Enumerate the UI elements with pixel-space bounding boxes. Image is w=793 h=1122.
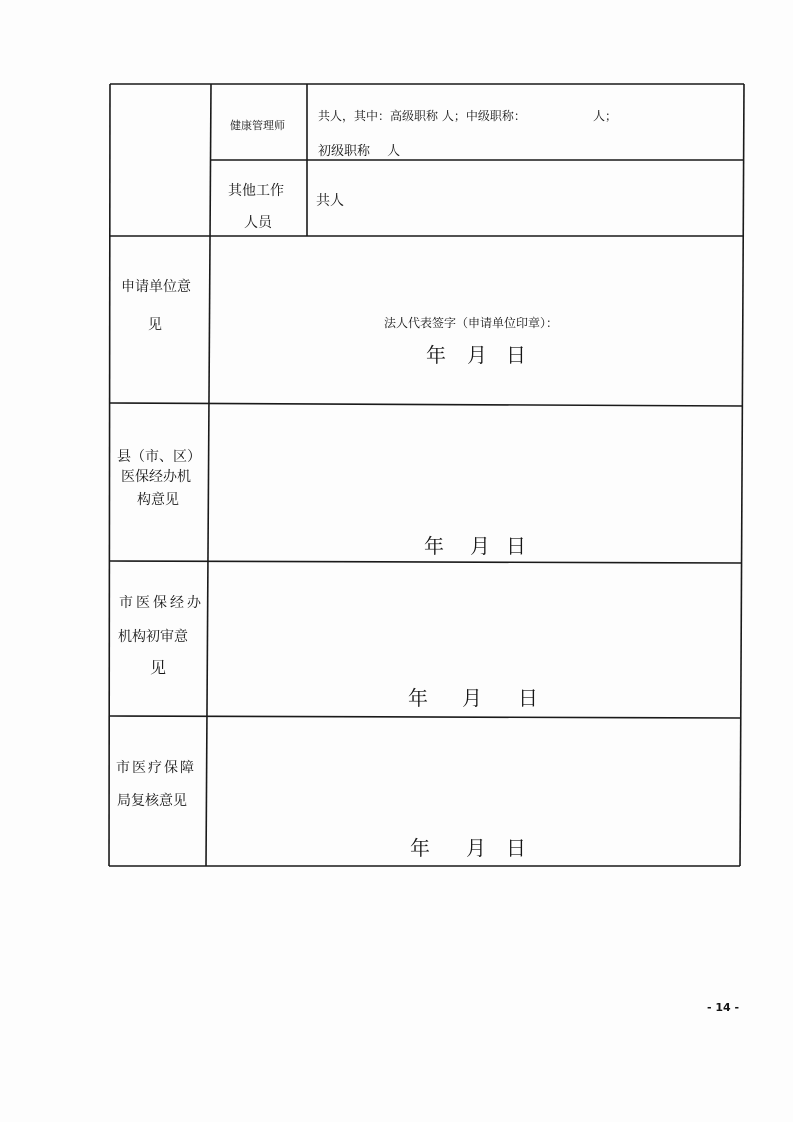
applicant-date-day: 日 bbox=[506, 343, 526, 367]
city-initial-date-day: 日 bbox=[518, 686, 538, 710]
bureau-review-date-year: 年 bbox=[410, 836, 430, 860]
page-number: - 14 - bbox=[707, 1001, 740, 1014]
county-date-month: 月 bbox=[470, 534, 490, 558]
applicant-date-year: 年 bbox=[426, 343, 446, 367]
applicant-label-line1: 申请单位意 bbox=[121, 279, 191, 295]
health-manager-label: 健康管理师 bbox=[230, 119, 285, 132]
other-staff-label-line2: 人员 bbox=[244, 215, 272, 231]
other-staff-value: 共人 bbox=[316, 193, 344, 209]
applicant-date-month: 月 bbox=[467, 343, 487, 367]
county-label-line2: 医保经办机 bbox=[121, 469, 191, 485]
city-initial-label-line3: 见 bbox=[150, 658, 167, 677]
county-label-line3: 构意见 bbox=[137, 492, 179, 508]
bureau-review-label-line1: 市医疗保障 bbox=[116, 760, 196, 776]
bureau-review-date-day: 日 bbox=[506, 836, 526, 860]
county-label-line1: 县（市、区） bbox=[117, 449, 201, 465]
county-date-day: 日 bbox=[506, 534, 526, 558]
city-initial-label-line2: 机构初审意 bbox=[118, 629, 188, 645]
city-initial-label-line1: 市医保经办 bbox=[119, 595, 204, 611]
city-initial-date-month: 月 bbox=[462, 686, 482, 710]
applicant-signature-label: 法人代表签字（申请单位印章）： bbox=[384, 316, 559, 330]
applicant-label-line2: 见 bbox=[148, 317, 162, 333]
health-manager-line1: 共人，其中：高级职称 人；中级职称： bbox=[318, 109, 526, 123]
city-initial-date-year: 年 bbox=[408, 686, 428, 710]
health-manager-line2: 初级职称 人 bbox=[318, 144, 401, 159]
health-manager-line1-suffix: 人； bbox=[593, 109, 618, 123]
county-date-year: 年 bbox=[424, 534, 444, 558]
bureau-review-label-line2: 局复核意见 bbox=[117, 793, 187, 809]
other-staff-label-line1: 其他工作 bbox=[228, 183, 284, 199]
bureau-review-date-month: 月 bbox=[466, 836, 486, 860]
